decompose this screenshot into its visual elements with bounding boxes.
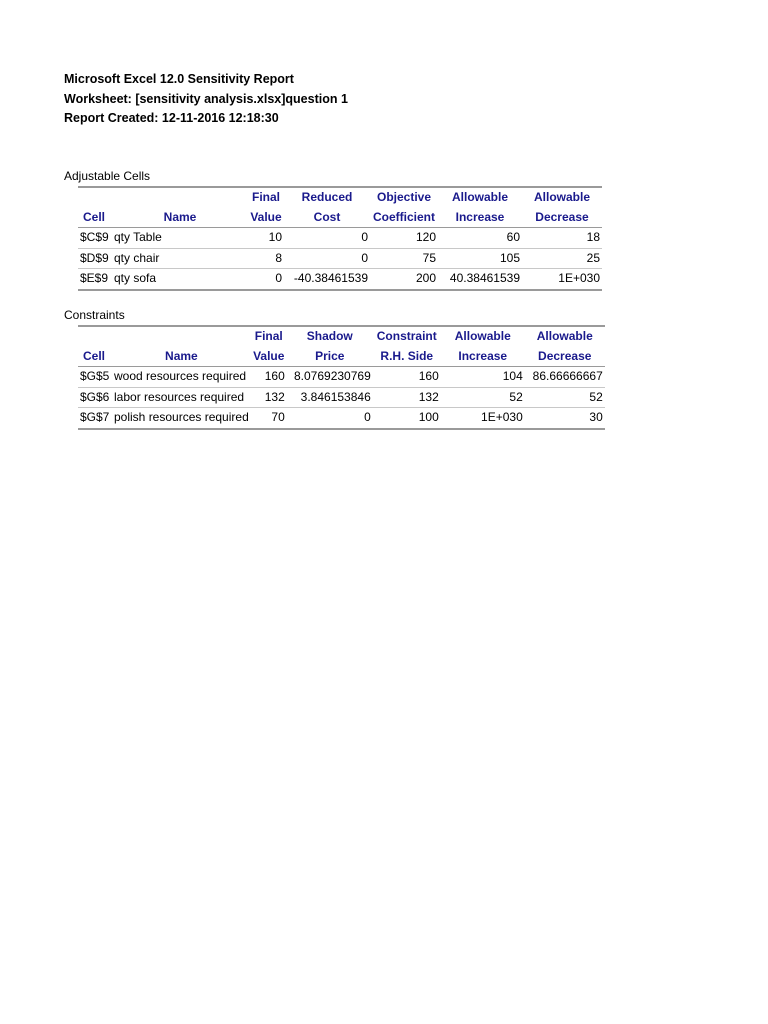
reduced-cost: 0 xyxy=(284,248,370,269)
column-header: Decrease xyxy=(525,347,605,367)
column-header xyxy=(78,187,112,208)
column-header: Name xyxy=(112,347,251,367)
cell-name: wood resources required xyxy=(112,367,251,388)
column-header xyxy=(112,187,248,208)
cell-ref: $C$9 xyxy=(78,228,112,249)
allowable-increase: 105 xyxy=(438,248,522,269)
column-header: Name xyxy=(112,208,248,228)
column-header: Cell xyxy=(78,347,112,367)
column-header: Allowable xyxy=(522,187,602,208)
allowable-decrease: 30 xyxy=(525,408,605,429)
column-header: Objective xyxy=(370,187,438,208)
column-header: Value xyxy=(248,208,284,228)
cell-ref: $G$6 xyxy=(78,387,112,408)
table-row xyxy=(78,269,602,290)
constraint-rhs: 132 xyxy=(373,387,441,408)
column-header xyxy=(112,326,251,347)
allowable-increase: 104 xyxy=(441,367,525,388)
constraints-title: Constraints xyxy=(64,308,125,322)
allowable-increase: 40.38461539 xyxy=(438,269,522,290)
constraint-rhs: 160 xyxy=(373,367,441,388)
allowable-increase: 52 xyxy=(441,387,525,408)
objective-coefficient: 75 xyxy=(370,248,438,269)
table-row xyxy=(78,228,602,249)
column-header: Coefficient xyxy=(370,208,438,228)
allowable-decrease: 1E+030 xyxy=(522,269,602,290)
objective-coefficient: 200 xyxy=(370,269,438,290)
column-header: Decrease xyxy=(522,208,602,228)
cell-name: labor resources required xyxy=(112,387,251,408)
adjustable-cells-title: Adjustable Cells xyxy=(64,169,151,183)
report-created-line: Report Created: 12-11-2016 12:18:30 xyxy=(64,111,279,125)
final-value: 132 xyxy=(251,387,287,408)
allowable-increase: 60 xyxy=(438,228,522,249)
column-header: Cost xyxy=(284,208,370,228)
allowable-decrease: 52 xyxy=(525,387,605,408)
constraints-table xyxy=(78,325,605,430)
table-row xyxy=(78,408,605,429)
table-row xyxy=(78,367,605,388)
objective-coefficient: 120 xyxy=(370,228,438,249)
reduced-cost: 0 xyxy=(284,228,370,249)
final-value: 0 xyxy=(248,269,284,290)
report-header xyxy=(64,70,348,129)
adjustable-cells-table xyxy=(78,186,602,291)
constraint-rhs: 100 xyxy=(373,408,441,429)
worksheet-line: Worksheet: [sensitivity analysis.xlsx]question 1 xyxy=(64,91,348,106)
allowable-increase: 1E+030 xyxy=(441,408,525,429)
shadow-price: 8.0769230769 xyxy=(287,367,373,388)
cell-ref: $E$9 xyxy=(78,269,112,290)
final-value: 160 xyxy=(251,367,287,388)
cell-ref: $G$7 xyxy=(78,408,112,429)
cell-name: qty sofa xyxy=(112,269,248,290)
column-header: Increase xyxy=(438,208,522,228)
shadow-price: 0 xyxy=(287,408,373,429)
column-header: Allowable xyxy=(441,326,525,347)
column-header: Increase xyxy=(441,347,525,367)
allowable-decrease: 86.66666667 xyxy=(525,367,605,388)
report-title: Microsoft Excel 12.0 Sensitivity Report xyxy=(64,72,294,86)
table-row xyxy=(78,387,605,408)
table-row xyxy=(78,248,602,269)
final-value: 8 xyxy=(248,248,284,269)
column-header: Final xyxy=(251,326,287,347)
shadow-price: 3.846153846 xyxy=(287,387,373,408)
final-value: 70 xyxy=(251,408,287,429)
final-value: 10 xyxy=(248,228,284,249)
column-header: Constraint xyxy=(373,326,441,347)
column-header: Allowable xyxy=(525,326,605,347)
column-header: Reduced xyxy=(284,187,370,208)
column-header xyxy=(78,326,112,347)
column-header: Price xyxy=(287,347,373,367)
column-header: Cell xyxy=(78,208,112,228)
column-header: R.H. Side xyxy=(373,347,441,367)
allowable-decrease: 18 xyxy=(522,228,602,249)
column-header: Value xyxy=(251,347,287,367)
column-header: Shadow xyxy=(287,326,373,347)
cell-ref: $G$5 xyxy=(78,367,112,388)
reduced-cost: -40.38461539 xyxy=(284,269,370,290)
cell-ref: $D$9 xyxy=(78,248,112,269)
column-header: Allowable xyxy=(438,187,522,208)
allowable-decrease: 25 xyxy=(522,248,602,269)
table-header-row xyxy=(78,347,605,367)
cell-name: qty chair xyxy=(112,248,248,269)
table-header-row xyxy=(78,326,605,347)
table-header-row xyxy=(78,208,602,228)
cell-name: qty Table xyxy=(112,228,248,249)
column-header: Final xyxy=(248,187,284,208)
table-header-row xyxy=(78,187,602,208)
cell-name: polish resources required xyxy=(112,408,251,429)
